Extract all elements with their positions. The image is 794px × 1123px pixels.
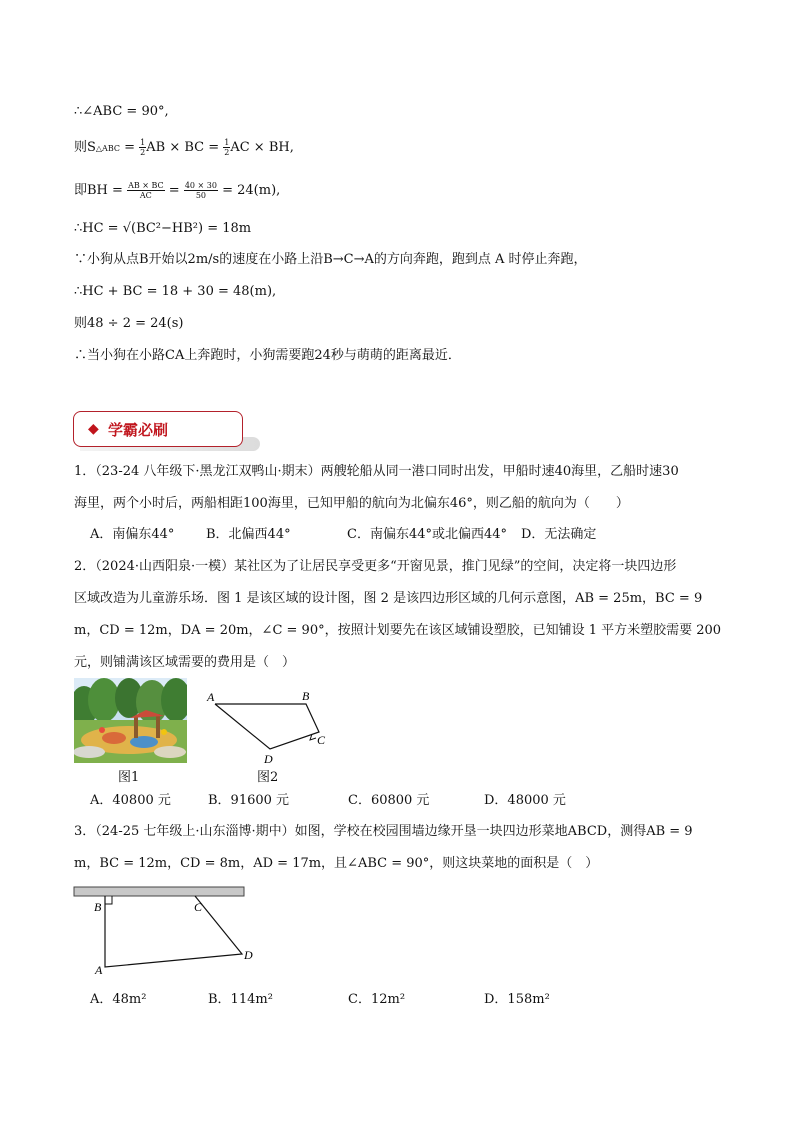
q1-option-c: C．南偏东44°或北偏西44° (347, 527, 508, 542)
q2-option-c: C．60800 元 (348, 793, 430, 808)
text: 则S (74, 140, 96, 155)
q2-line-4: 元，则铺满该区域需要的费用是（ ） (74, 655, 296, 670)
point-a-label: A (207, 690, 215, 704)
q2-line-1: 2．（2024·山西阳泉·一模）某社区为了让居民享受更多“开窗见景，推门见绿”的空间，决定将一块四边形 (74, 559, 677, 574)
solution-line-4: ∴HC = √(BC²−HB²) = 18m (74, 221, 252, 236)
numerator: AB × BC (128, 181, 164, 190)
q1-line-1: 1．（23-24 八年级下·黑龙江双鸭山·期末）两艘轮船从同一港口同时出发，甲船时速40海里，乙船时速30 (74, 464, 679, 479)
solution-line-7: 则48 ÷ 2 = 24(s) (74, 316, 184, 331)
point-b-label: B (302, 689, 310, 703)
q3-option-d: D．158m² (484, 992, 550, 1007)
denominator: AC (139, 191, 152, 200)
q1-option-a: A．南偏东44° (90, 527, 175, 542)
wall (74, 887, 244, 896)
solution-line-3 (74, 181, 280, 200)
solution-line-8: ∴当小狗在小路CA上奔跑时，小狗需要跑24秒与萌萌的距离最近． (74, 348, 461, 363)
text: AC × BH, (230, 140, 294, 155)
point-d-label: D (244, 948, 253, 962)
section-title: 学霸必刷 (108, 421, 169, 439)
text: = (119, 140, 140, 155)
q2-option-a: A．40800 元 (90, 793, 171, 808)
diamond-icon: ◆ (88, 421, 99, 437)
point-c-label: C (194, 900, 203, 914)
q3-option-c: C．12m² (348, 992, 406, 1007)
q2-line-2: 区域改造为儿童游乐场．图 1 是该区域的设计图，图 2 是该四边形区域的几何示意图，AB = 25m，BC = 9 (74, 591, 703, 606)
solution-line-2 (74, 138, 294, 158)
q3-line-1: 3．（24-25 七年级上·山东淄博·期中）如图，学校在校园围墙边缘开垦一块四边形菜地ABCD，测得AB = 9 (74, 824, 693, 839)
q1-line-2: 海里，两个小时后，两船相距100海里，已知甲船的航向为北偏东46°，则乙船的航向为（ ） (74, 496, 629, 511)
numerator: 40 × 30 (184, 181, 217, 190)
q1-option-b: B．北偏西44° (206, 527, 291, 542)
point-c-label: C (317, 733, 326, 747)
q3-line-2: m，BC = 12m，CD = 8m，AD = 17m，且∠ABC = 90°，则这块菜地的面积是（ ） (74, 856, 599, 871)
subscript: △ABC (95, 144, 120, 153)
solution-line-6: ∴HC + BC = 18 + 30 = 48(m), (74, 284, 277, 299)
playground-image (74, 678, 187, 763)
text: = (164, 183, 184, 198)
text: = 24(m), (217, 183, 281, 198)
q2-option-b: B．91600 元 (208, 793, 290, 808)
q2-option-d: D．48000 元 (484, 793, 566, 808)
q3-option-a: A．48m² (90, 992, 147, 1007)
figure-2-quadrilateral (200, 684, 335, 769)
fraction (184, 181, 218, 200)
solution-line-1: ∴∠ABC = 90°, (74, 104, 169, 119)
text: AB × BC = (146, 140, 224, 155)
q3-option-b: B．114m² (208, 992, 273, 1007)
q1-option-d: D．无法确定 (521, 527, 597, 542)
numerator: 1 (224, 138, 230, 147)
text: 即BH = (74, 183, 128, 198)
fraction (127, 181, 165, 200)
figure-1-label: 图1 (118, 770, 140, 785)
garden-plot-figure (72, 884, 262, 979)
denominator: 2 (140, 148, 146, 157)
solution-line-5: ∵小狗从点B开始以2m/s的速度在小路上沿B→C→A的方向奔跑，跑到点 A 时停止奔跑， (74, 252, 587, 267)
q2-line-3: m，CD = 12m，DA = 20m，∠C = 90°，按照计划要先在该区域铺设塑胶，已知铺设 1 平方米塑胶需要 200 (74, 623, 722, 638)
denominator: 50 (195, 191, 206, 200)
figure-2-label: 图2 (257, 770, 279, 785)
point-b-label: B (94, 900, 102, 914)
denominator: 2 (224, 148, 230, 157)
point-d-label: D (264, 752, 273, 766)
numerator: 1 (140, 138, 146, 147)
point-a-label: A (95, 963, 103, 977)
